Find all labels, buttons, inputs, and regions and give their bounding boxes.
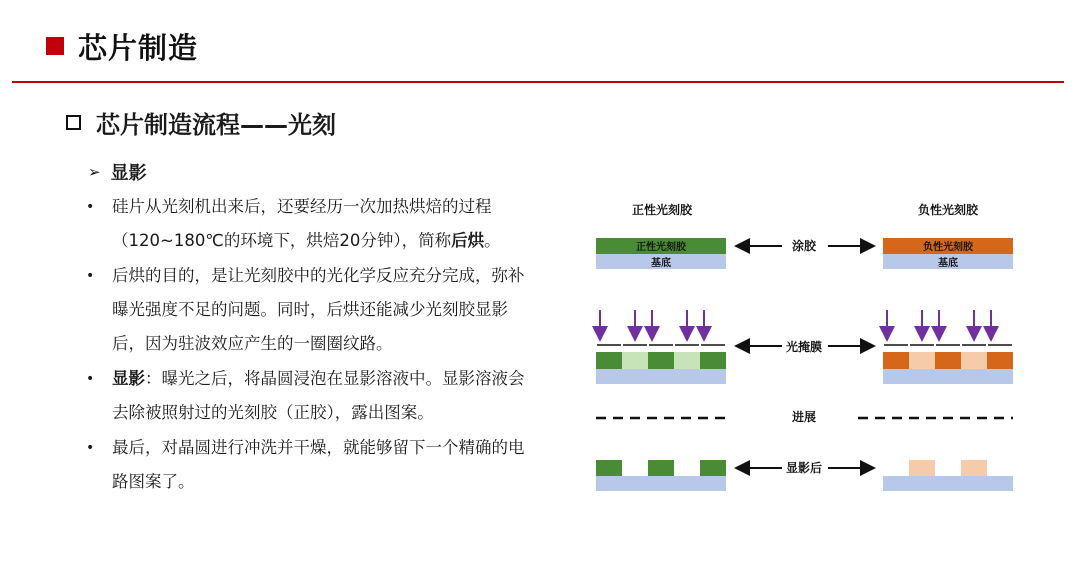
bullet-item [86,190,536,258]
bullet-text: 硅片从光刻机出来后，还要经历一次加热烘焙的过程（120~180℃的环境下，烘焙20分钟），简称 [112,197,492,250]
bullet-dot-icon: • [86,199,95,215]
bullet-text: 后烘 [451,231,485,250]
subsection-heading [88,159,147,185]
title-square-icon [46,37,64,55]
bullet-item [86,259,536,361]
negative-exposure-group [883,310,1013,384]
section-heading [66,105,336,140]
developed-resist [961,460,987,476]
section-title: 芯片制造流程——光刻 [96,111,336,139]
bullet-text: 显影 [112,369,145,388]
negative-resist-header: 负性光刻胶 [917,203,979,217]
bullet-dot-icon: • [86,268,95,284]
developed-resist [596,460,622,476]
resist-segment [909,352,935,369]
header [46,26,198,66]
bullet-item [86,431,536,499]
bullet-dot-icon: • [86,371,95,387]
bullet-dot-icon: • [86,440,95,456]
step-label-developed: 显影后 [785,461,823,475]
negative-developed-group [883,460,1013,491]
resist-segment [883,352,909,369]
substrate [883,476,1013,491]
page-title: 芯片制造 [78,30,199,65]
bullet-text: 。 [484,231,501,250]
substrate [883,369,1013,384]
substrate [596,369,726,384]
developed-resist [648,460,674,476]
negative-resist-layer-label: 负性光刻胶 [923,242,973,253]
resist-segment [596,352,622,369]
substrate-label: 基底 [938,258,958,269]
bullet-text: 最后，对晶圆进行冲洗并干燥，就能够留下一个精确的电路图案了。 [112,438,525,491]
substrate-label: 基底 [651,258,671,269]
substrate [596,476,726,491]
resist-segment [700,352,726,369]
developed-resist [909,460,935,476]
positive-resist-layer-label: 正性光刻胶 [636,242,686,253]
resist-segment [961,352,987,369]
step-label-progress: 进展 [791,410,817,424]
bullet-text: 后烘的目的，是让光刻胶中的光化学反应充分完成，弥补曝光强度不足的问题。同时，后烘还能减少光刻胶显影后，因为驻波效应产生的一圈圈纹路。 [112,266,525,353]
step-label-mask: 光掩膜 [785,340,823,354]
positive-resist-header: 正性光刻胶 [631,203,693,217]
subsection-title: 显影 [110,163,147,184]
title-divider [12,81,1064,83]
developed-resist [700,460,726,476]
resist-segment [648,352,674,369]
resist-segment [674,352,700,369]
resist-segment [622,352,648,369]
photoresist-diagram [560,180,1030,500]
arrow-bullet-icon: ➢ [88,163,101,181]
resist-segment [935,352,961,369]
positive-exposure-group [596,310,726,384]
bullet-text: ：曝光之后，将晶圆浸泡在显影溶液中。显影溶液会去除被照射过的光刻胶（正胶），露出图案。 [112,369,525,422]
positive-developed-group [596,460,726,491]
step-label-coating: 涂胶 [791,239,817,253]
hollow-square-icon [66,115,81,130]
bullet-item [86,362,536,430]
bullet-list [86,190,536,500]
resist-segment [987,352,1013,369]
